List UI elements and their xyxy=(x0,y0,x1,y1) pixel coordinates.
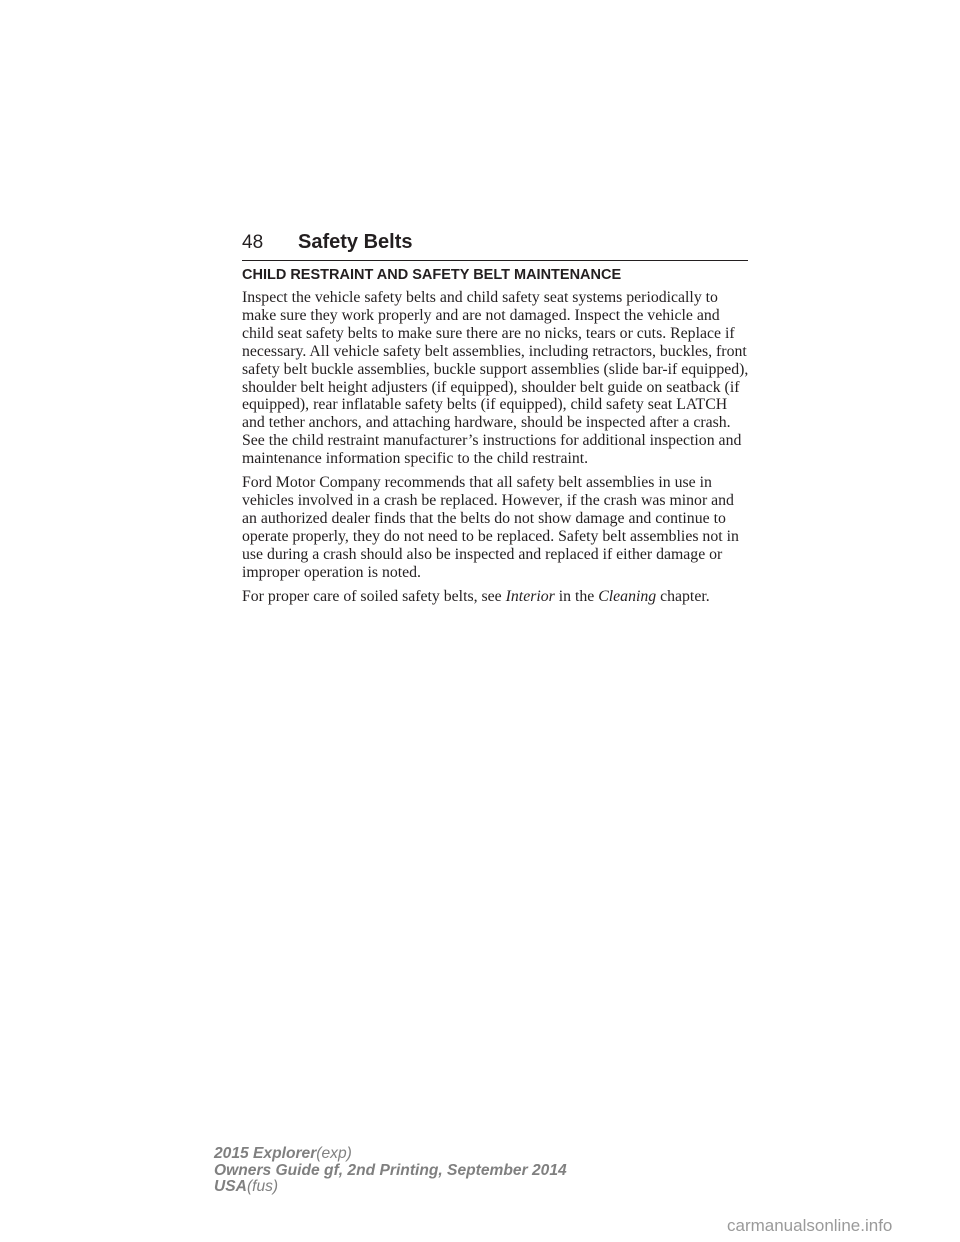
interior-reference-link[interactable]: Interior xyxy=(505,587,555,605)
footer-model: 2015 Explorer xyxy=(214,1145,317,1162)
footer-model-code: (exp) xyxy=(316,1145,352,1162)
footer-market-line xyxy=(214,1179,567,1196)
site-watermark: carmanualsonline.info xyxy=(727,1216,893,1235)
footer-market-code: (fus) xyxy=(246,1178,279,1196)
cleaning-text-prefix: For proper care of soiled safety belts, see xyxy=(242,587,506,605)
document-footer xyxy=(214,1146,567,1196)
cleaning-text-suffix: chapter. xyxy=(656,587,710,605)
page-header xyxy=(242,232,748,261)
page-number: 48 xyxy=(242,232,264,253)
footer-model-line xyxy=(214,1146,567,1163)
body-paragraph-inspection: Inspect the vehicle safety belts and child safety seat systems periodically to make sure they work properly and are not damaged. Inspect the vehicle and child seat safety belts to make sure there are no nicks, tears or cuts. Replace if necessary. All vehicle safety belt assemblies, including retractors, buckles, front safety belt buckle assemblies, buckle support assemblies (slide bar-if equipped), shoulder belt height adjusters (if equipped), shoulder belt guide on seatback (if equipped), rear inflatable safety belts (if equipped), child safety seat LATCH and tether anchors, and attaching hardware, should be inspected after a crash. See the child restraint manufacturer’s instructions for additional inspection and maintenance information specific to the child restraint. xyxy=(242,289,749,468)
section-heading: CHILD RESTRAINT AND SAFETY BELT MAINTENANCE xyxy=(242,267,622,283)
cleaning-text-middle: in the xyxy=(554,587,599,605)
cleaning-chapter-reference-link[interactable]: Cleaning xyxy=(598,587,657,605)
main-content xyxy=(242,267,750,611)
footer-printing-line: Owners Guide gf, 2nd Printing, September 2014 xyxy=(214,1161,567,1179)
body-paragraph-cleaning xyxy=(242,588,750,606)
footer-market: USA xyxy=(214,1178,247,1196)
chapter-title: Safety Belts xyxy=(298,231,413,253)
body-paragraph-replacement: Ford Motor Company recommends that all safety belt assemblies in use in vehicles involved in a crash be replaced. However, if the crash was minor and an authorized dealer finds that the belts do not show damage and continue to operate properly, they do not need to be replaced. Safety belt assemblies not in use during a crash should also be inspected and replaced if either damage or improper operation is noted. xyxy=(242,474,739,581)
